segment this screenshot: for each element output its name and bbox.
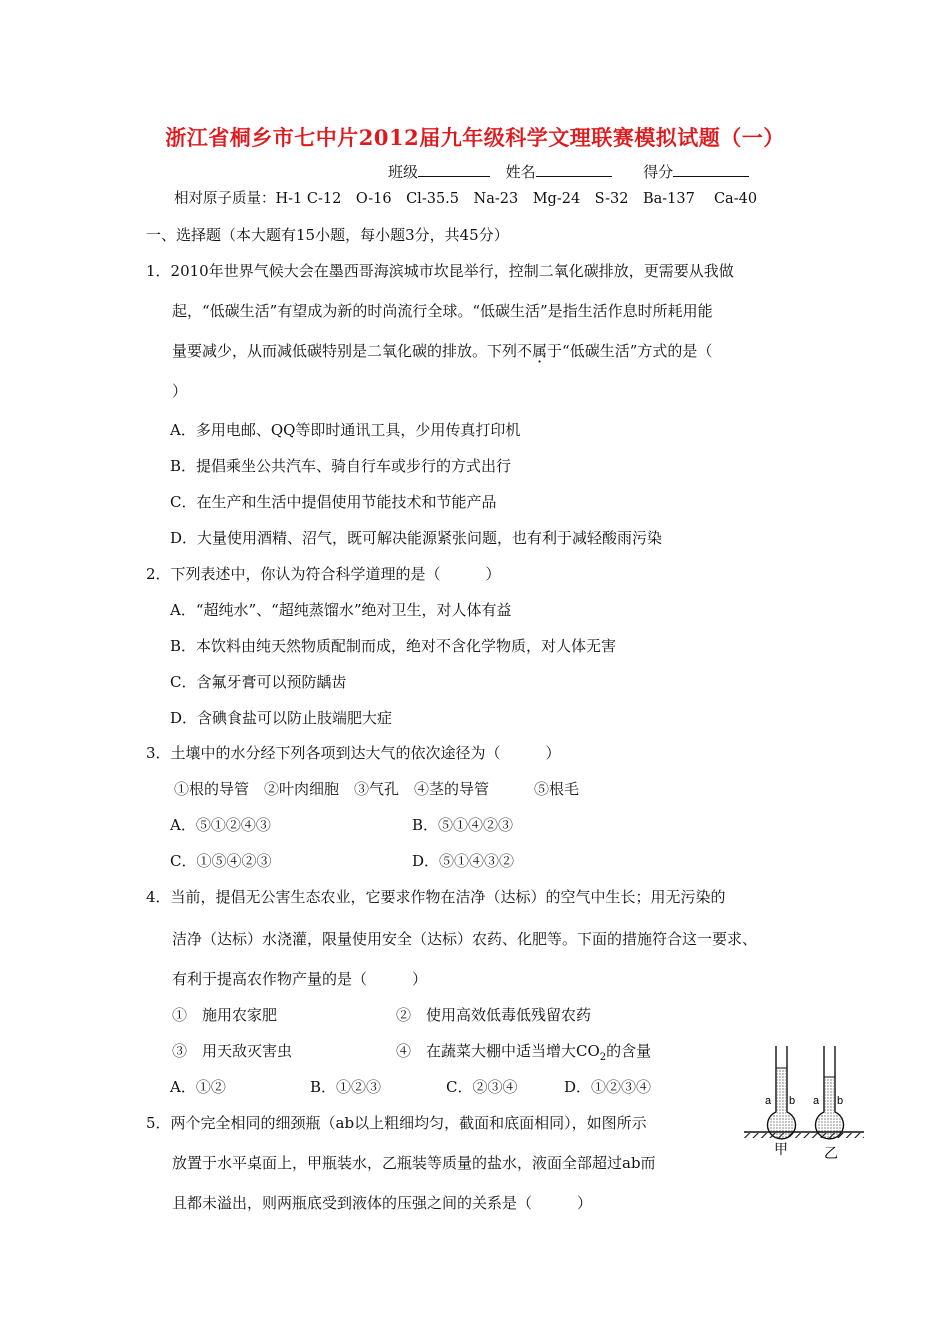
section-heading: 一、选择题（本大题有15小题，每小题3分，共45分）: [146, 226, 509, 244]
q1-line3: [172, 341, 712, 361]
q4-option-c: C．②③④: [446, 1078, 518, 1096]
q3-option-c: C．①⑤④②③: [170, 852, 272, 870]
q4-line1: 4．当前，提倡无公害生态农业，它要求作物在洁净（达标）的空气中生长；用无污染的: [146, 888, 726, 906]
q4-item-4-text: ④ 在蔬菜大棚中适当增大CO: [396, 1042, 600, 1060]
q2-option-a: A．“超纯水”、“超纯蒸馏水”绝对卫生，对人体有益: [170, 601, 512, 619]
q2-option-c: C．含氟牙膏可以预防龋齿: [170, 673, 347, 691]
q4-item-2: ② 使用高效低毒低残留农药: [396, 1006, 592, 1024]
q1-option-d: D．大量使用酒精、沼气，既可解决能源紧张问题，也有利于减轻酸雨污染: [170, 529, 663, 547]
q4-item-4-sub: 2: [599, 1052, 607, 1063]
class-label: 班级: [388, 163, 419, 181]
name-label: 姓名: [505, 163, 536, 181]
q3-items: ①根的导管 ②叶肉细胞 ③气孔 ④茎的导管 ⑤根毛: [174, 780, 580, 798]
q1-emphasis: 不属于: [517, 342, 563, 360]
q1-line1: 1．2010年世界气候大会在墨西哥海滨城市坎昆举行，控制二氧化碳排放，更需要从我做: [146, 262, 734, 280]
q1-line2: 起，“低碳生活”有望成为新的时尚流行全球。“低碳生活”是指生活作息时所耗用能: [172, 302, 713, 320]
q4-item-1: ① 施用农家肥: [172, 1006, 278, 1024]
flask-yi-label-b: b: [837, 1095, 844, 1107]
flask-jia: [768, 1046, 796, 1139]
q2-option-b: B．本饮料由纯天然物质配制而成，绝对不含化学物质，对人体无害: [170, 637, 617, 655]
q1-option-a: A．多用电邮、QQ等即时通讯工具，少用传真打印机: [170, 421, 521, 439]
flask-yi-liquid-neck: [825, 1077, 834, 1114]
q4-option-d: D．①②③④: [564, 1078, 652, 1096]
q3-option-d: D．⑤①④③②: [412, 852, 515, 870]
page-title: 浙江省桐乡市七中片2012届九年级科学文理联赛模拟试题（一）: [165, 125, 785, 150]
q1-line4: ）: [172, 382, 188, 400]
q1-option-b: B．提倡乘坐公共汽车、骑自行车或步行的方式出行: [170, 457, 512, 475]
q5-line3: 且都未溢出，则两瓶底受到液体的压强之间的关系是（ ）: [172, 1194, 593, 1212]
q5-line2: 放置于水平桌面上，甲瓶装水，乙瓶装等质量的盐水，液面全部超过ab而: [172, 1154, 656, 1172]
table-hatching: [744, 1133, 864, 1138]
flask-jia-label: 甲: [774, 1142, 788, 1158]
flask-jia-label-a: a: [765, 1095, 772, 1107]
score-label: 得分: [643, 163, 674, 181]
q4-item-4-tail: 的含量: [606, 1042, 652, 1060]
q2-stem: 2．下列表述中，你认为符合科学道理的是（ ）: [146, 565, 501, 583]
score-blank[interactable]: [673, 160, 749, 177]
q4-line3: 有利于提高农作物产量的是（ ）: [172, 970, 428, 988]
q4-item-4: [396, 1041, 651, 1068]
flask-figure: [740, 1040, 868, 1164]
q4-item-3: ③ 用天敌灭害虫: [172, 1042, 293, 1060]
q4-option-a: A．①②: [170, 1078, 226, 1096]
q4-option-b: B．①②③: [310, 1078, 382, 1096]
q3-option-b: B．⑤①④②③: [412, 816, 514, 834]
flask-yi: [816, 1046, 844, 1139]
q2-option-d: D．含碘食盐可以防止肢端肥大症: [170, 709, 393, 727]
q4-line2: 洁净（达标）水浇灌，限量使用安全（达标）农药、化肥等。下面的措施符合这一要求、: [172, 930, 758, 948]
q3-option-a: A．⑤①②④③: [170, 816, 271, 834]
q1-line3-a: 量要减少，从而减低碳特别是二氧化碳的排放。下列: [172, 342, 518, 360]
class-blank[interactable]: [418, 160, 490, 177]
q1-option-c: C．在生产和生活中提倡使用节能技术和节能产品: [170, 493, 497, 511]
flask-yi-label-a: a: [813, 1095, 820, 1107]
flask-jia-liquid-neck: [777, 1068, 786, 1114]
q1-line3-b: “低碳生活”方式的是（: [562, 342, 713, 360]
student-info-row: [388, 160, 749, 182]
q3-stem: 3．土壤中的水分经下列各项到达大气的依次途径为（ ）: [146, 744, 561, 762]
atomic-masses: 相对原子质量：H-1 C-12 O-16 Cl-35.5 Na-23 Mg-24 S-32 Ba-137 Ca-40: [174, 191, 758, 207]
name-blank[interactable]: [536, 160, 612, 177]
q5-line1: 5．两个完全相同的细颈瓶（ab以上粗细均匀，截面和底面相同），如图所示: [146, 1114, 647, 1132]
flask-jia-label-b: b: [789, 1095, 796, 1107]
flask-yi-label: 乙: [824, 1146, 838, 1162]
